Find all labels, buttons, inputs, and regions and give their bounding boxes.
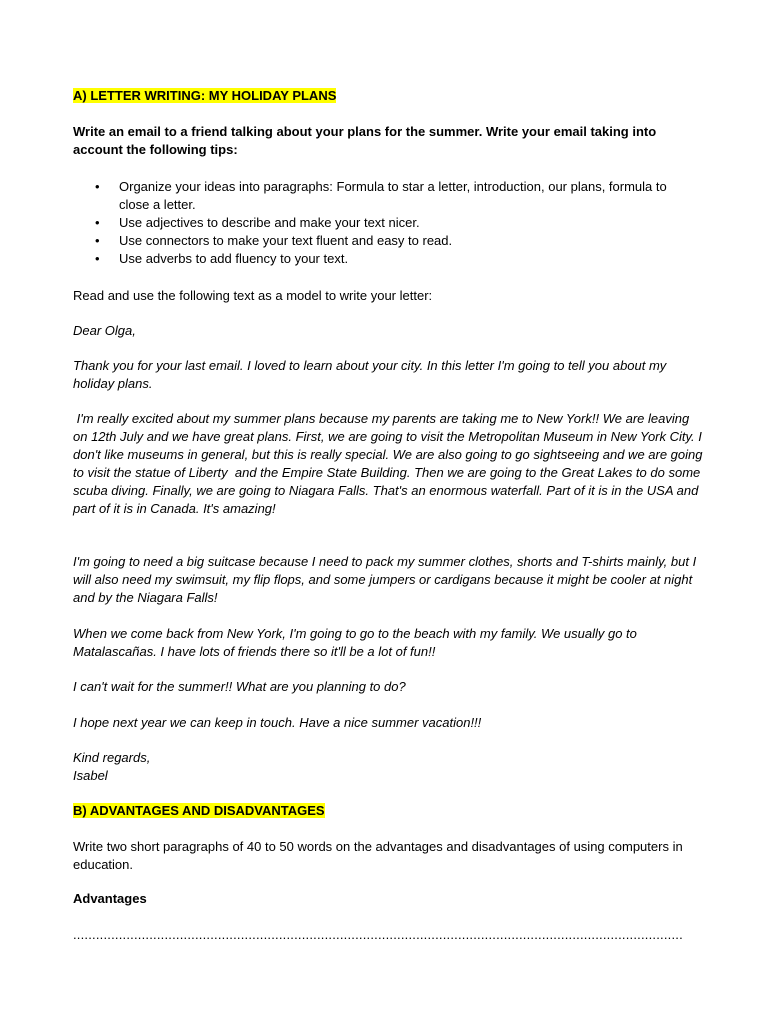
bullet-icon: • [95, 179, 100, 194]
list-item [95, 178, 700, 214]
tip-text: Use connectors to make your text fluent and easy to read. [119, 233, 453, 248]
letter-closing: Kind regards, [73, 750, 151, 765]
section-b-heading [73, 802, 325, 820]
letter-paragraph-5: I can't wait for the summer!! What are you planning to do? [73, 679, 406, 694]
model-intro: Read and use the following text as a model to write your letter: [73, 288, 433, 303]
list-item [95, 214, 700, 232]
letter-paragraph-4: When we come back from New York, I'm going to go to the beach with my family. We usually go to Matalascañas. I have lots of friends there so it'll be a lot of fun!! [73, 626, 637, 659]
section-b-heading-text: B) ADVANTAGES AND DISADVANTAGES [73, 803, 325, 818]
bullet-icon: • [95, 251, 100, 266]
tips-list [95, 178, 700, 268]
bullet-icon: • [95, 215, 100, 230]
letter-paragraph-6: I hope next year we can keep in touch. Have a nice summer vacation!!! [73, 715, 482, 730]
section-a-heading-text: A) LETTER WRITING: MY HOLIDAY PLANS [73, 88, 337, 103]
tip-text: Use adjectives to describe and make your text nicer. [119, 215, 420, 230]
tip-text: Organize your ideas into paragraphs: Formula to star a letter, introduction, our plans, formula to close a letter. [119, 179, 667, 212]
bullet-icon: • [95, 233, 100, 248]
letter-paragraph-1: Thank you for your last email. I loved to learn about your city. In this letter I'm going to tell you about my holiday plans. [73, 358, 667, 391]
letter-paragraph-2: I'm really excited about my summer plans because my parents are taking me to New York!! We are leaving on 12th July and we have great plans. First, we are going to visit the Metropolitan Museum in New York City. I don't like museums in general, but this is really special. We are also going to go sightseeing and we are going to visit the statue of Liberty and the Empire State Building. Then we are going to the Great Lakes to do some scuba diving. Finally, we are going to Niagara Falls. That's an enormous waterfall. Part of it is in the USA and part of it is in Canada. It's amazing! [73, 411, 707, 516]
letter-greeting: Dear Olga, [73, 323, 136, 338]
letter-paragraph-3: I'm going to need a big suitcase because I need to pack my summer clothes, shorts and T-shirts mainly, but I will also need my swimsuit, my flip flops, and some jumpers or cardigans because it might be cooler at night and by the Niagara Falls! [73, 554, 697, 605]
section-a-instructions: Write an email to a friend talking about your plans for the summer. Write your email taking into account the following tips: [73, 124, 657, 157]
list-item [95, 232, 700, 250]
tip-text: Use adverbs to add fluency to your text. [119, 251, 349, 266]
answer-line: ................................................................................................................................................................ [73, 927, 683, 942]
advantages-label: Advantages [73, 891, 147, 906]
section-a-heading [73, 87, 336, 105]
list-item [95, 250, 700, 268]
letter-signature: Isabel [73, 768, 108, 783]
section-b-instructions: Write two short paragraphs of 40 to 50 words on the advantages and disadvantages of using computers in education. [73, 839, 683, 872]
